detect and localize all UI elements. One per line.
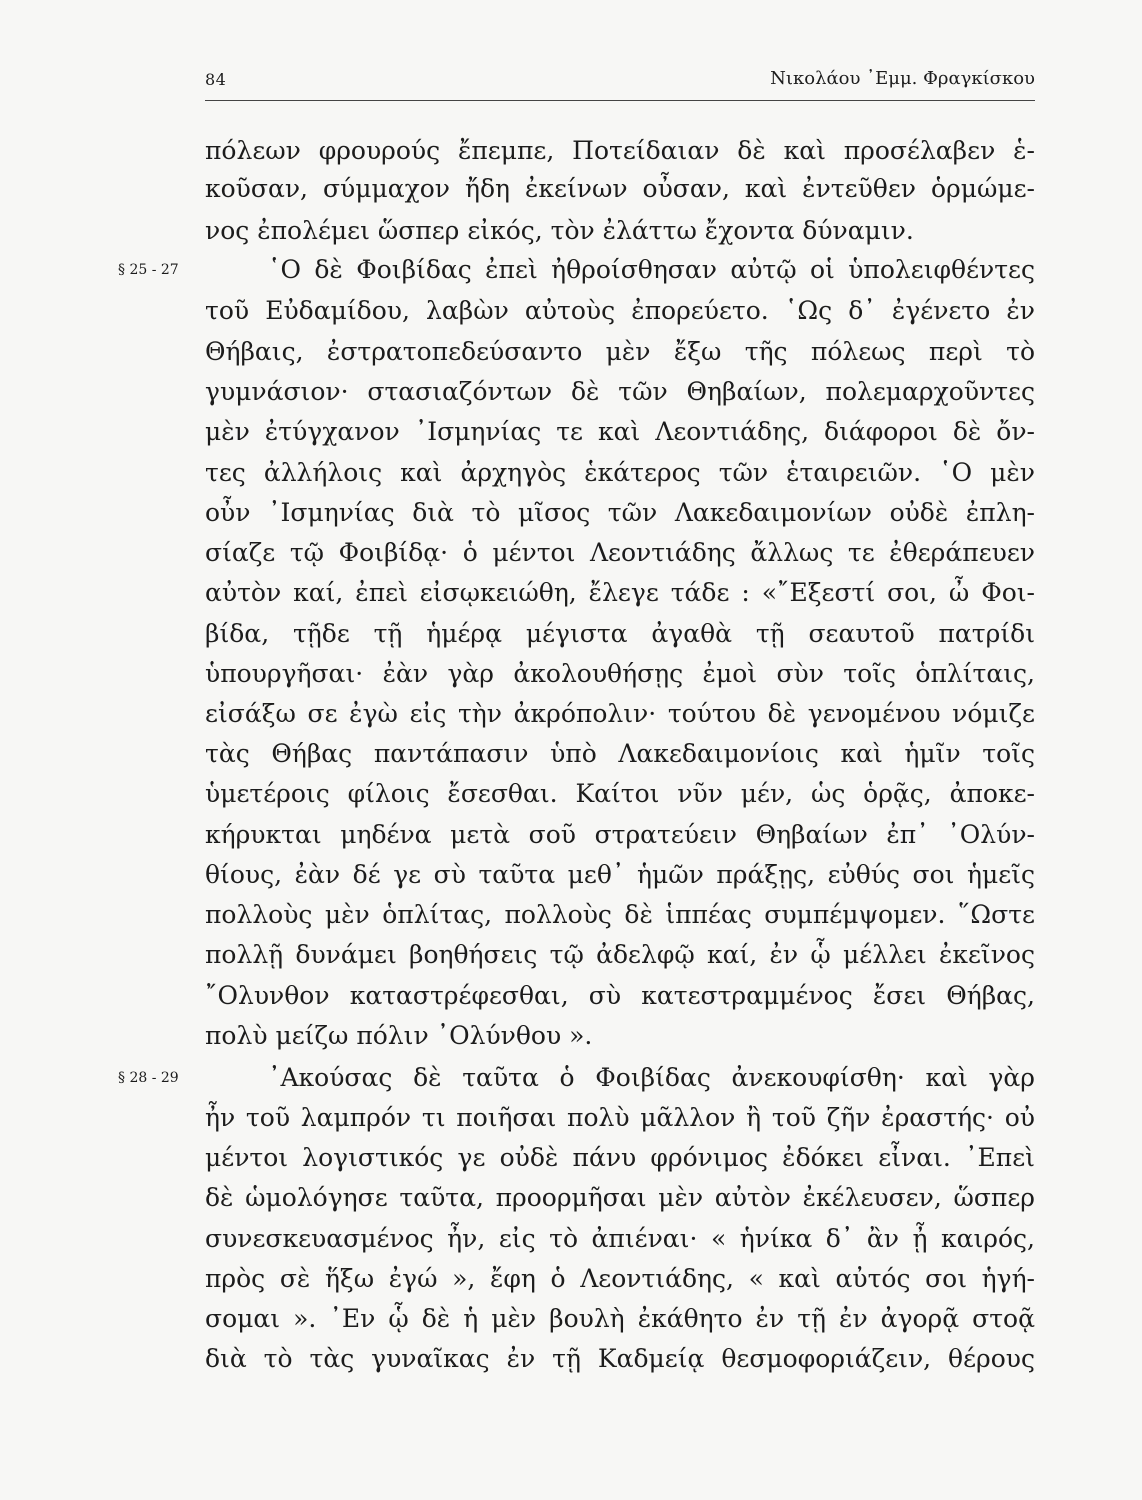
text-line-14: ὑπουργῆσαι· ἐὰν γὰρ ἀκολουθήσῃς ἐμοὶ σὺν τοῖς ὁπλίταις, [205, 659, 1035, 688]
text-line-26: μέντοι λογιστικός γε οὐδὲ πάνυ φρόνιμος ἐδόκει εἶναι. ᾿Επεὶ [205, 1143, 1035, 1172]
text-line-20: πολλοὺς μὲν ὁπλίτας, πολλοὺς δὲ ἱππέας συμπέμψομεν. ῞Ωστε [205, 900, 1035, 929]
text-line-23: πολὺ μείζω πόλιν ᾿Ολύνθου ». [205, 1021, 593, 1050]
text-line-22: ῎Ολυνθον καταστρέφεσθαι, σὺ κατεστραμμένος ἔσει Θήβας, [205, 981, 1035, 1010]
text-line-1: πόλεων φρουρούς ἔπεμπε, Ποτείδαιαν δὲ καὶ προσέλαβεν ἑ- [205, 136, 1035, 165]
text-line-30: σομαι ». ᾿Εν ᾧ δὲ ἡ μὲν βουλὴ ἐκάθητο ἐν τῇ ἐν ἀγορᾷ στοᾷ [205, 1304, 1035, 1333]
text-line-19: θίους, ἐὰν δέ γε σὺ ταῦτα μεθ᾿ ἡμῶν πράξῃς, εὐθύς σοι ἡμεῖς [205, 860, 1035, 889]
text-line-17: ὑμετέροις φίλοις ἔσεσθαι. Καίτοι νῦν μέν, ὡς ὁρᾷς, ἀποκε- [205, 779, 1035, 808]
page-number: 84 [205, 70, 227, 89]
text-line-5: τοῦ Εὐδαμίδου, λαβὼν αὐτοὺς ἐπορεύετο. ῾Ως δ᾿ ἐγένετο ἐν [205, 296, 1035, 325]
text-line-24: ᾿Ακούσας δὲ ταῦτα ὁ Φοιβίδας ἀνεκουφίσθη· καὶ γὰρ [268, 1063, 1035, 1092]
text-line-27: δὲ ὡμολόγησε ταῦτα, προορμῆσαι μὲν αὐτὸν ἐκέλευσεν, ὥσπερ [205, 1183, 1035, 1212]
text-line-3: νος ἐπολέμει ὥσπερ εἰκός, τὸν ἐλάττω ἔχοντα δύναμιν. [205, 216, 914, 245]
text-line-31: διὰ τὸ τὰς γυναῖκας ἐν τῇ Καδμείᾳ θεσμοφοριάζειν, θέρους [205, 1344, 1035, 1373]
text-line-9: τες ἀλλήλοις καὶ ἀρχηγὸς ἑκάτερος τῶν ἑταιρειῶν. ῾Ο μὲν [205, 458, 1035, 487]
text-line-13: βίδα, τῇδε τῇ ἡμέρᾳ μέγιστα ἀγαθὰ τῇ σεαυτοῦ πατρίδι [205, 619, 1035, 648]
running-title: Νικολάου ᾿Εμμ. Φραγκίσκου [770, 68, 1035, 89]
text-line-7: γυμνάσιον· στασιαζόντων δὲ τῶν Θηβαίων, πολεμαρχοῦντες [205, 377, 1035, 406]
section-ref-28-29: § 28 - 29 [118, 1070, 179, 1086]
text-line-18: κήρυκται μηδένα μετὰ σοῦ στρατεύειν Θηβαίων ἐπ᾿ ᾿Ολύν- [205, 820, 1035, 849]
text-line-21: πολλῇ δυνάμει βοηθήσεις τῷ ἀδελφῷ καί, ἐν ᾧ μέλλει ἐκεῖνος [205, 940, 1035, 969]
text-line-12: αὐτὸν καί, ἐπεὶ εἰσῳκειώθη, ἔλεγε τάδε : «῎Εξεστί σοι, ὦ Φοι- [205, 578, 1035, 607]
text-line-4: ῾Ο δὲ Φοιβίδας ἐπεὶ ἠθροίσθησαν αὐτῷ οἱ ὑπολειφθέντες [268, 255, 1035, 284]
text-line-29: πρὸς σὲ ἥξω ἐγώ », ἔφη ὁ Λεοντιάδης, « καὶ αὐτός σοι ἡγή- [205, 1264, 1035, 1293]
text-line-16: τὰς Θήβας παντάπασιν ὑπὸ Λακεδαιμονίοις καὶ ἡμῖν τοῖς [205, 739, 1035, 768]
header-rule [205, 100, 1035, 101]
text-line-2: κοῦσαν, σύμμαχον ἤδη ἐκείνων οὖσαν, καὶ ἐντεῦθεν ὁρμώμε- [205, 174, 1035, 203]
text-line-8: μὲν ἐτύγχανον ᾿Ισμηνίας τε καὶ Λεοντιάδης, διάφοροι δὲ ὄν- [205, 417, 1035, 446]
text-line-10: οὖν ᾿Ισμηνίας διὰ τὸ μῖσος τῶν Λακεδαιμονίων οὐδὲ ἐπλη- [205, 498, 1035, 527]
running-head [205, 62, 1035, 98]
text-line-11: σίαζε τῷ Φοιβίδᾳ· ὁ μέντοι Λεοντιάδης ἄλλως τε ἐθεράπευεν [205, 538, 1035, 567]
section-ref-25-27: § 25 - 27 [118, 262, 179, 278]
text-line-25: ἦν τοῦ λαμπρόν τι ποιῆσαι πολὺ μᾶλλον ἢ τοῦ ζῆν ἐραστής· οὐ [205, 1103, 1035, 1132]
text-line-15: εἰσάξω σε ἐγὼ εἰς τὴν ἀκρόπολιν· τούτου δὲ γενομένου νόμιζε [205, 699, 1035, 728]
text-line-28: συνεσκευασμένος ἦν, εἰς τὸ ἀπιέναι· « ἡνίκα δ᾿ ἂν ᾖ καιρός, [205, 1224, 1035, 1253]
text-line-6: Θήβαις, ἐστρατοπεδεύσαντο μὲν ἔξω τῆς πόλεως περὶ τὸ [205, 337, 1035, 366]
